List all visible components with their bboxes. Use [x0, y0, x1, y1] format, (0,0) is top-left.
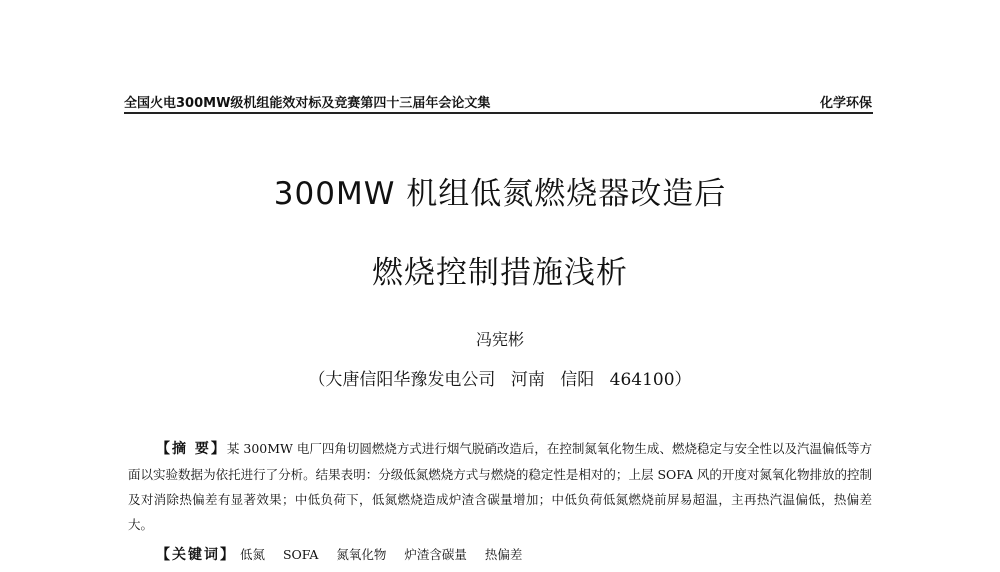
abstract-label: 【摘 要】 [156, 441, 227, 457]
keyword: 低氮 [239, 547, 265, 562]
author-affiliation: （大唐信阳华豫发电公司 河南 信阳 464100） [308, 370, 692, 390]
proceedings-title: 全国火电300MW级机组能效对标及竞赛第四十三届年会论文集 [124, 96, 491, 111]
keyword: 氮氧化物 [336, 547, 387, 562]
abstract-paragraph [128, 436, 872, 537]
section-name: 化学环保 [819, 96, 872, 111]
header-rule [124, 112, 873, 114]
keyword: 热偏差 [484, 547, 523, 562]
keywords-label: 【关键词】 [156, 547, 236, 563]
keywords-line [156, 544, 536, 564]
paper-title-line-2: 燃烧控制措施浅析 [372, 255, 628, 291]
author-name: 冯宪彬 [475, 330, 524, 349]
running-header [124, 92, 872, 112]
keyword: 炉渣含碳量 [404, 547, 467, 562]
abstract-text: 某 300MW 电厂四角切圆燃烧方式进行烟气脱硝改造后，在控制氮氧化物生成、燃烧稳定与安全性以及汽温偏低等方面以实验数据为依托进行了分析。结果表明：分级低氮燃烧方式与燃烧的稳定性是相对的；上层 SOFA 风的开度对氮氧化物排放的控制及对消除热偏差有显著效果；中低负荷下，低氮燃烧造成炉渣含碳量增加；中低负荷低氮燃烧前屏易超温，主再热汽温偏低，热偏差大。 [128, 441, 872, 532]
keyword: SOFA [282, 547, 319, 562]
paper-title-line-1: 300MW 机组低氮燃烧器改造后 [273, 176, 727, 212]
